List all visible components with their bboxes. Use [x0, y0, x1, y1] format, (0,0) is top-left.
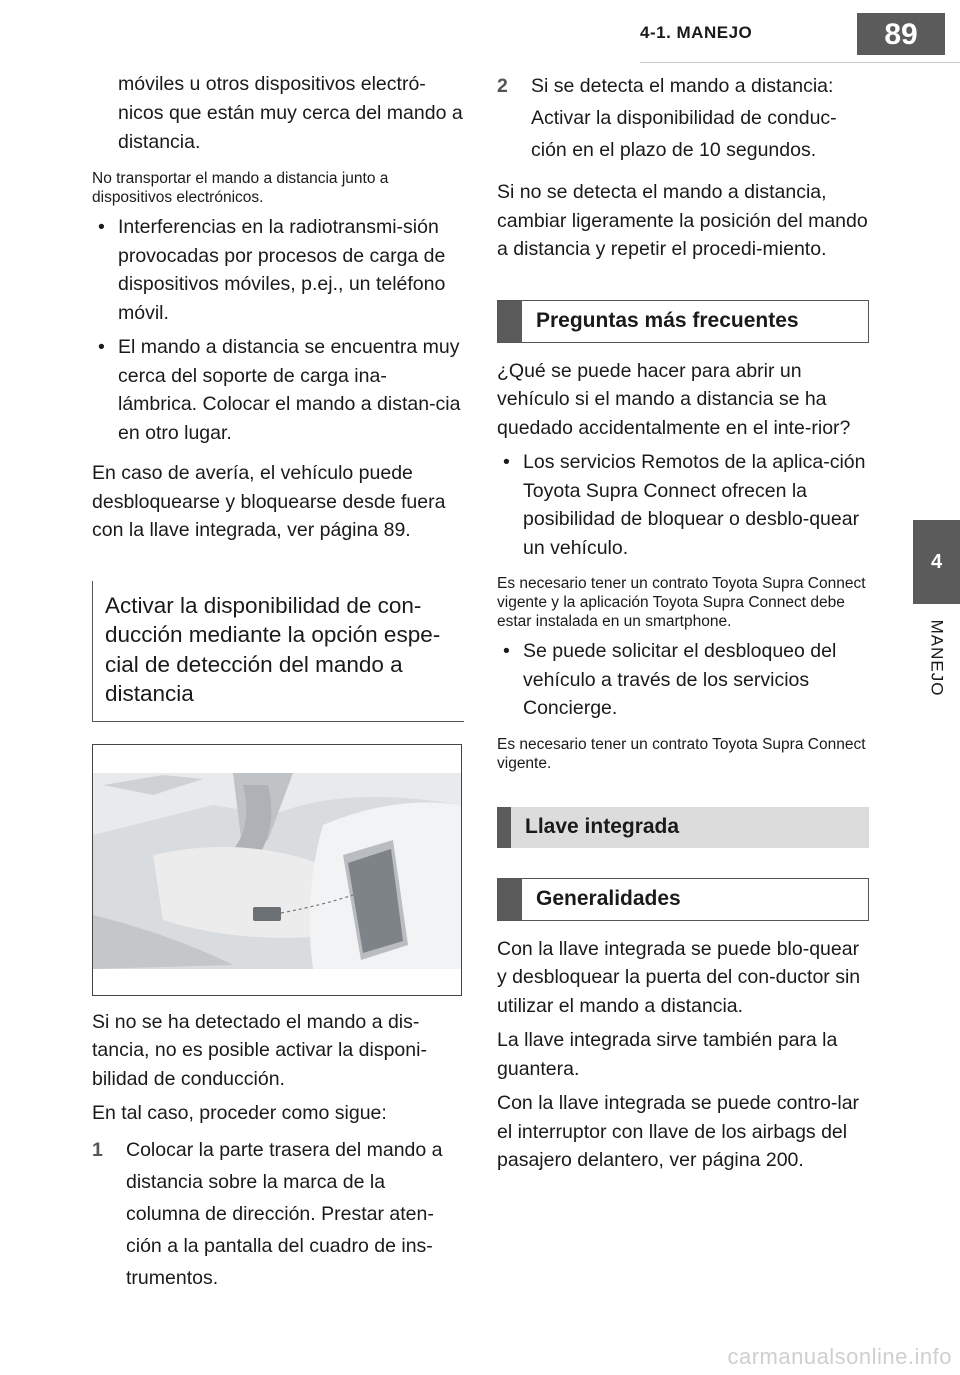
right-column [497, 70, 869, 1175]
paragraph: En caso de avería, el vehículo puede desbloquearse y bloquearse desde fuera con la llave integrada, ver página 89. [92, 462, 446, 541]
page-header [0, 0, 960, 62]
heading-text: Llave integrada [525, 815, 680, 838]
step-text: Si se detecta el mando a distancia: Activar la disponibilidad de conduc-ción en el plazo de 10 segundos. [531, 75, 837, 161]
bullet-item: • Interferencias en la radiotransmi-sión provocadas por procesos de carga de dispositivos móviles, p.ej., un teléfono móvil. [92, 213, 464, 327]
note-text: No transportar el mando a distancia junto a dispositivos electrónicos. [92, 170, 389, 206]
section-title: 4-1. MANEJO [640, 23, 753, 42]
step-item [497, 70, 869, 166]
bullet-item: • Se puede solicitar el desbloqueo del vehículo a través de los servicios Concierge. [497, 637, 869, 723]
heading-bar [497, 807, 511, 848]
paragraph: Con la llave integrada se puede blo-quear y desbloquear la puerta del con-ductor sin utilizar el mando a distancia. [497, 937, 861, 1017]
step-item [92, 1134, 464, 1294]
heading-text: Generalidades [536, 887, 681, 910]
heading-bar [498, 301, 522, 342]
chapter-tab-label-text: MANEJO [927, 619, 947, 697]
question-paragraph: ¿Qué se puede hacer para abrir un vehículo si el mando a distancia se ha quedado accidentalmente en el inte-rior? [497, 359, 851, 439]
bullet-item: • El mando a distancia se encuentra muy cerca del soporte de carga ina-lámbrica. Colocar el mando a distan-cia en otro lugar. [92, 333, 464, 447]
heading-text: Preguntas más frecuentes [536, 309, 799, 332]
header-divider [640, 62, 960, 63]
section-heading-llave [497, 807, 869, 848]
bullet-item: • Los servicios Remotos de la aplica-ción Toyota Supra Connect ofrecen la posibilidad de bloquear o desblo-quear un vehículo. [497, 448, 869, 562]
left-column [92, 70, 464, 1294]
steering-column-illustration [93, 745, 461, 995]
paragraph: Si no se detecta el mando a distancia, cambiar ligeramente la posición del mando a distancia y repetir el procedi-miento. [497, 181, 868, 260]
paragraph: En tal caso, proceder como sigue: [92, 1102, 387, 1124]
section-heading-generalidades [497, 878, 869, 921]
note-text: Es necesario tener un contrato Toyota Supra Connect vigente y la aplicación Toyota Supra Connect debe estar instalada en un smartphone. [497, 575, 866, 630]
chapter-tab-number: 4 [913, 520, 960, 604]
note-text: Es necesario tener un contrato Toyota Supra Connect vigente. [497, 735, 866, 772]
watermark: carmanualsonline.info [727, 1344, 952, 1369]
heading-bar [498, 879, 522, 920]
intro-continuation: móviles u otros dispositivos electró-nicos que están muy cerca del mando a distancia. [118, 73, 463, 153]
paragraph: Si no se ha detectado el mando a dis-tancia, no es posible activar la disponi-bilidad de conducción. [92, 1010, 427, 1090]
step-text: Colocar la parte trasera del mando a distancia sobre la marca de la columna de dirección. Prestar aten-ción a la pantalla del cuadro de ins-trumentos. [126, 1138, 443, 1289]
step-number: 1 [92, 1138, 103, 1161]
steering-column-figure [92, 744, 462, 996]
subheading: Activar la disponibilidad de con-ducción mediante la opción espe-cial de detección del mando a distancia [92, 581, 464, 722]
page-number: 89 [857, 13, 945, 55]
step-number: 2 [497, 75, 508, 97]
paragraph: Con la llave integrada se puede contro-lar el interruptor con llave de los airbags del pasajero delantero, ver página 200. [497, 1092, 860, 1171]
chapter-tab-label [913, 608, 960, 708]
section-heading-faq [497, 300, 869, 343]
paragraph: La llave integrada sirve también para la guantera. [497, 1029, 838, 1080]
